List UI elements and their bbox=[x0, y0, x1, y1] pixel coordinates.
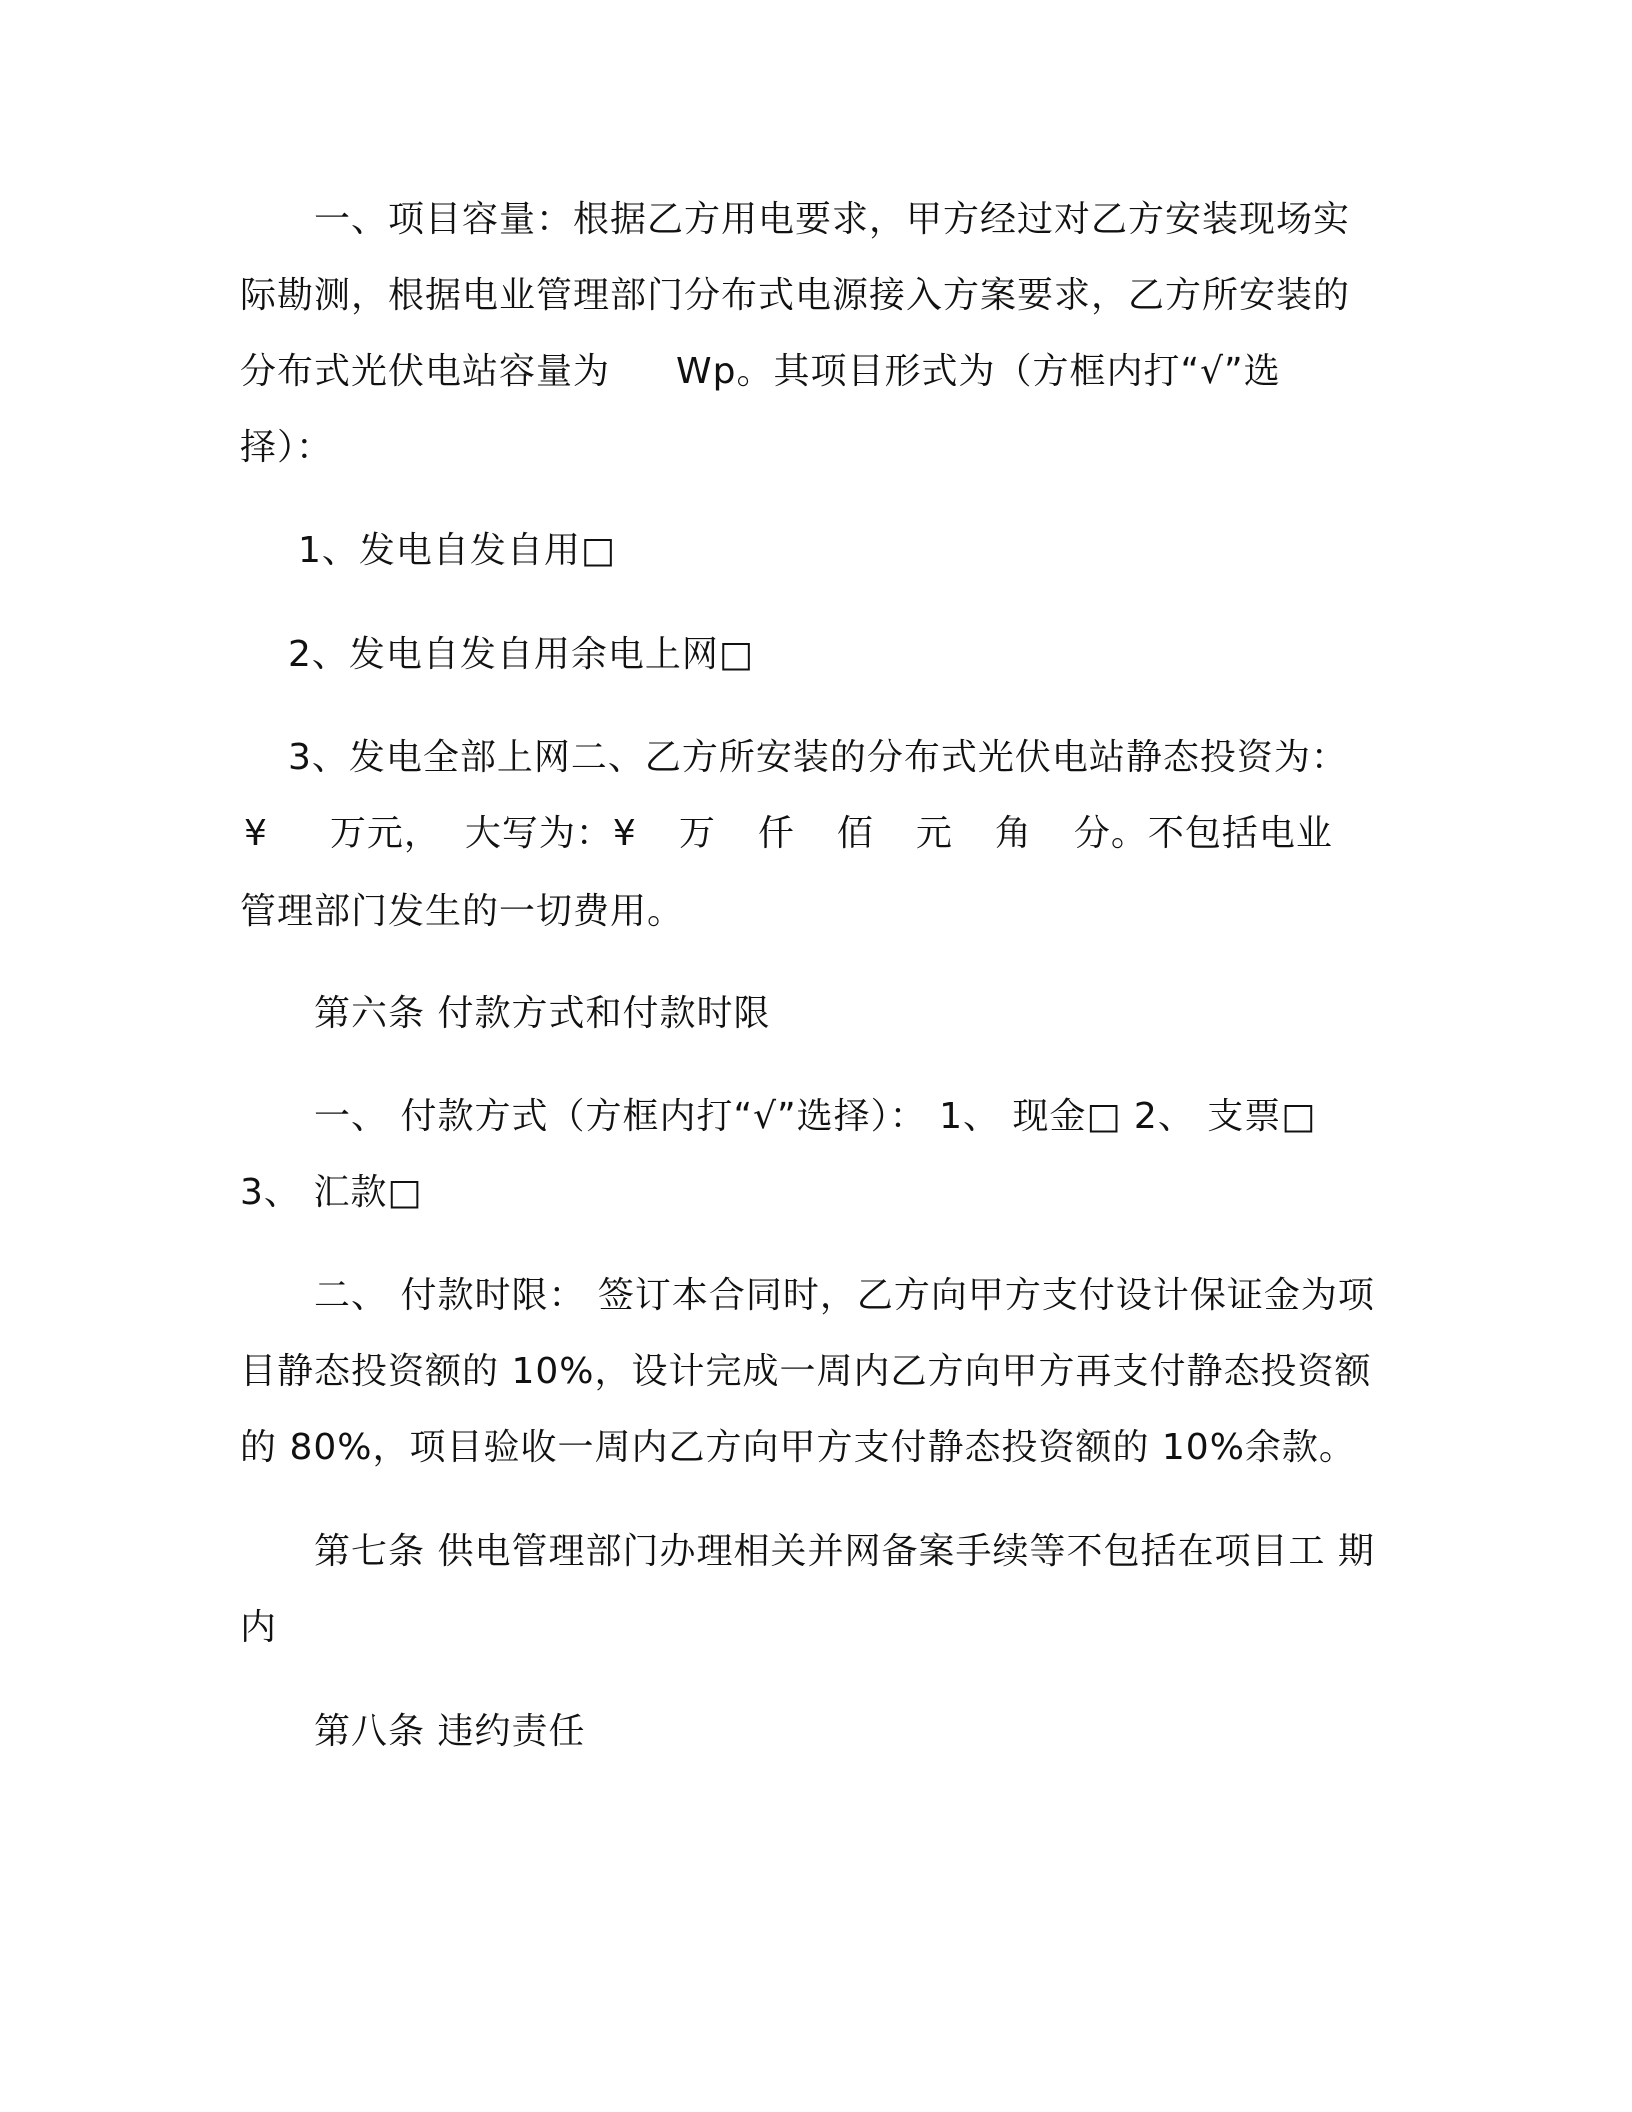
clause5-item1-line3 bbox=[240, 348, 1281, 396]
clause5-item1-line2: 际勘测，根据电业管理部门分布式电源接入方案要求，乙方所安装的 bbox=[240, 275, 1351, 316]
clause5-item1-line1: 一、项目容量：根据乙方用电要求，甲方经过对乙方安装现场实 bbox=[314, 199, 1351, 240]
payment-term-line2: 目静态投资额的 10%，设计完成一周内乙方向甲方再支付静态投资额 bbox=[240, 1351, 1372, 1392]
amount-wan: 万 bbox=[678, 813, 716, 854]
option-2: 2、发电自发自用余电上网□ bbox=[288, 634, 754, 675]
amount-wan-yuan: 万元， bbox=[329, 813, 441, 854]
payment-term-line1: 二、 付款时限： 签订本合同时，乙方向甲方支付设计保证金为项 bbox=[314, 1275, 1375, 1316]
amount-yuan: 元 bbox=[915, 813, 953, 854]
payment-method-line2: 3、 汇款□ bbox=[240, 1172, 423, 1213]
option-1: 1、发电自发自用□ bbox=[298, 530, 616, 571]
capacity-label: 分布式光伏电站容量为 bbox=[240, 351, 611, 392]
capacity-unit-text: Wp。其项目形式为（方框内打“√”选 bbox=[676, 351, 1281, 392]
amount-line bbox=[244, 810, 1333, 858]
amount-daxie: 大写为：¥ bbox=[464, 813, 637, 854]
clause7-line2: 内 bbox=[240, 1607, 278, 1648]
payment-term-line3: 的 80%，项目验收一周内乙方向甲方支付静态投资额的 10%余款。 bbox=[240, 1427, 1356, 1468]
amount-yen: ¥ bbox=[244, 813, 268, 854]
clause5-item1-line4: 择）： bbox=[240, 427, 334, 468]
clause7-line1: 第七条 供电管理部门办理相关并网备案手续等不包括在项目工 期 bbox=[314, 1531, 1375, 1572]
amount-jiao: 角 bbox=[994, 813, 1032, 854]
amount-qian: 仟 bbox=[757, 813, 795, 854]
payment-method-line1: 一、 付款方式（方框内打“√”选择）： 1、 现金□ 2、 支票□ bbox=[314, 1096, 1317, 1137]
clause8-title: 第八条 违约责任 bbox=[314, 1711, 586, 1752]
option-3-line1: 3、发电全部上网二、乙方所安装的分布式光伏电站静态投资为： bbox=[288, 737, 1348, 778]
clause6-title: 第六条 付款方式和付款时限 bbox=[314, 993, 771, 1034]
option-3-line3: 管理部门发生的一切费用。 bbox=[240, 891, 685, 932]
amount-fen-tail: 分。不包括电业 bbox=[1073, 813, 1333, 854]
amount-bai: 佰 bbox=[836, 813, 874, 854]
